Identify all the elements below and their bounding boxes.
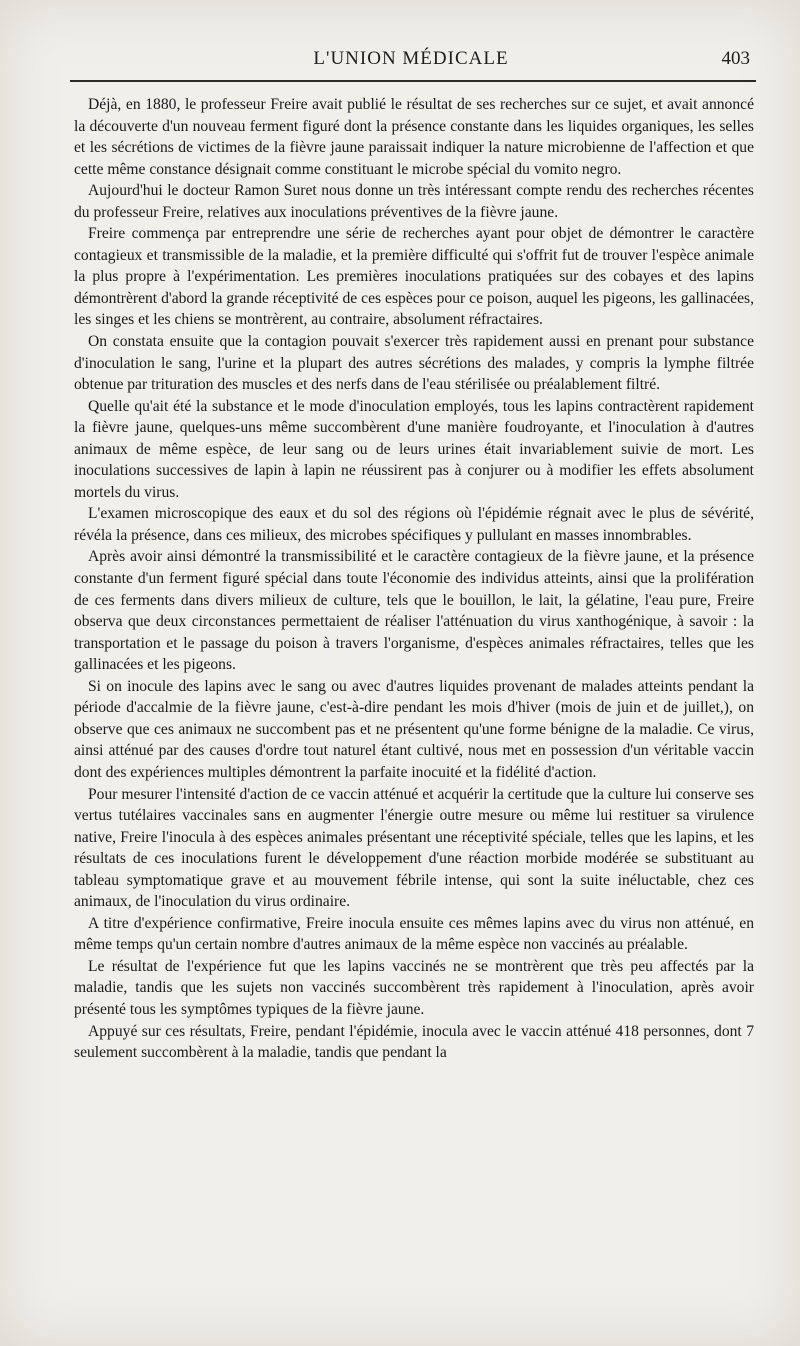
paragraph: Le résultat de l'expérience fut que les lapins vaccinés ne se montrèrent que très peu affectés par la maladie, tandis que les sujets non vaccinés succombèrent très rapidement à l'inoculation, après avoir présenté tous les symptômes typiques de la fièvre jaune.: [74, 957, 754, 1018]
paragraph: Après avoir ainsi démontré la transmissibilité et le caractère contagieux de la fièvre jaune, et la présence constante d'un ferment figuré spécial dans toute l'économie des individus atteints, ainsi que la prolifération de ces ferments dans divers milieux de culture, tels que le bouillon, le lait, la gélatine, l'eau pure, Freire observa que deux circonstances permettaient de réaliser l'atténuation du virus xanthogénique, à savoir : la transportation et le passage du poison à travers l'organisme, d'espèces animales réfractaires, telles que les gallinacées et les pigeons.: [74, 548, 754, 674]
paragraph: On constata ensuite que la contagion pouvait s'exercer très rapidement aussi en prenant pour substance d'inoculation le sang, l'urine et la plupart des autres sécrétions des malades, y compris la lymphe filtrée obtenue par trituration des muscles et des nerfs dans de l'eau stérilisée ou préalablement filtré.: [74, 333, 754, 394]
page-number: 403: [721, 48, 750, 69]
page-header: [70, 44, 752, 74]
running-title: L'UNION MÉDICALE: [313, 48, 509, 69]
paragraph: Aujourd'hui le docteur Ramon Suret nous donne un très intéressant compte rendu des recherches récentes du professeur Freire, relatives aux inoculations préventives de la fièvre jaune.: [74, 182, 754, 221]
header-rule: [70, 80, 756, 82]
paragraph: Freire commença par entreprendre une série de recherches ayant pour objet de démontrer le caractère contagieux et transmissible de la maladie, et la première difficulté qui s'offrit fut de trouver l'espèce animale la plus propre à l'expérimentation. Les premières inoculations pratiquées sur des cobayes et des lapins démontrèrent d'abord la grande réceptivité de ces espèces pour ce poison, auquel les pigeons, les gallinacées, les singes et les chiens se montrèrent, au contraire, absolument réfractaires.: [74, 225, 754, 329]
paragraph: L'examen microscopique des eaux et du sol des régions où l'épidémie régnait avec le plus de sévérité, révéla la présence, dans ces milieux, des microbes spécifiques y pullulant en masses innombrables.: [74, 505, 754, 544]
paragraph: A titre d'expérience confirmative, Freire inocula ensuite ces mêmes lapins avec du virus non atténué, en même temps qu'un certain nombre d'autres animaux de la même espèce non vaccinés au préalable.: [74, 914, 754, 954]
paragraph: Pour mesurer l'intensité d'action de ce vaccin atténué et acquérir la certitude que la culture lui conserve ses vertus tutélaires vaccinales sans en augmenter l'énergie outre mesure ou même lui restituer sa virulence native, Freire l'inocula à des espèces animales présentant une réceptivité spéciale, telles que les lapins, et les résultats de ces inoculations furent le développement d'une réaction morbide modérée se substituant au tableau symptomatique grave et au mouvement fébrile intense, qui sont la suite inéluctable, chez ces animaux, de l'inoculation du virus ordinaire.: [74, 785, 754, 911]
paragraph: Quelle qu'ait été la substance et le mode d'inoculation employés, tous les lapins contractèrent rapidement la fièvre jaune, quelques-uns même succombèrent d'une manière foudroyante, et l'inoculation à d'autres animaux de même espèce, de leur sang ou de leurs urines était invariablement suivie de mort. Les inoculations successives de lapin à lapin ne réussirent pas à conjurer ou à modifier les effets absolument mortels du virus.: [74, 397, 754, 501]
article-body: [74, 94, 754, 1064]
paragraph: Appuyé sur ces résultats, Freire, pendant l'épidémie, inocula avec le vaccin atténué 418 personnes, dont 7 seulement succombèrent à la maladie, tandis que pendant la: [74, 1022, 754, 1062]
paragraph: Si on inocule des lapins avec le sang ou avec d'autres liquides provenant de malades atteints pendant la période d'accalmie de la fièvre jaune, c'est-à-dire pendant les mois d'hiver (mois de juin et de juillet,), on observe que ces animaux ne succombent pas et ne présentent qu'une forme bénigne de la maladie. Ce virus, ainsi atténué par des causes d'ordre tout naturel étant cultivé, nous met en possession d'un véritable vaccin dont des expériences multiples démontrent la parfaite inocuité et la fidélité d'action.: [74, 677, 754, 781]
paragraph: Déjà, en 1880, le professeur Freire avait publié le résultat de ses recherches sur ce sujet, et avait annoncé la découverte d'un nouveau ferment figuré dont la présence constante dans les liquides organiques, les selles et les sécrétions de victimes de la fièvre jaune paraissait indiquer la nature microbienne de l'affection et que cette même constance désignait comme constituant le microbe spécial du vomito negro.: [74, 96, 754, 178]
